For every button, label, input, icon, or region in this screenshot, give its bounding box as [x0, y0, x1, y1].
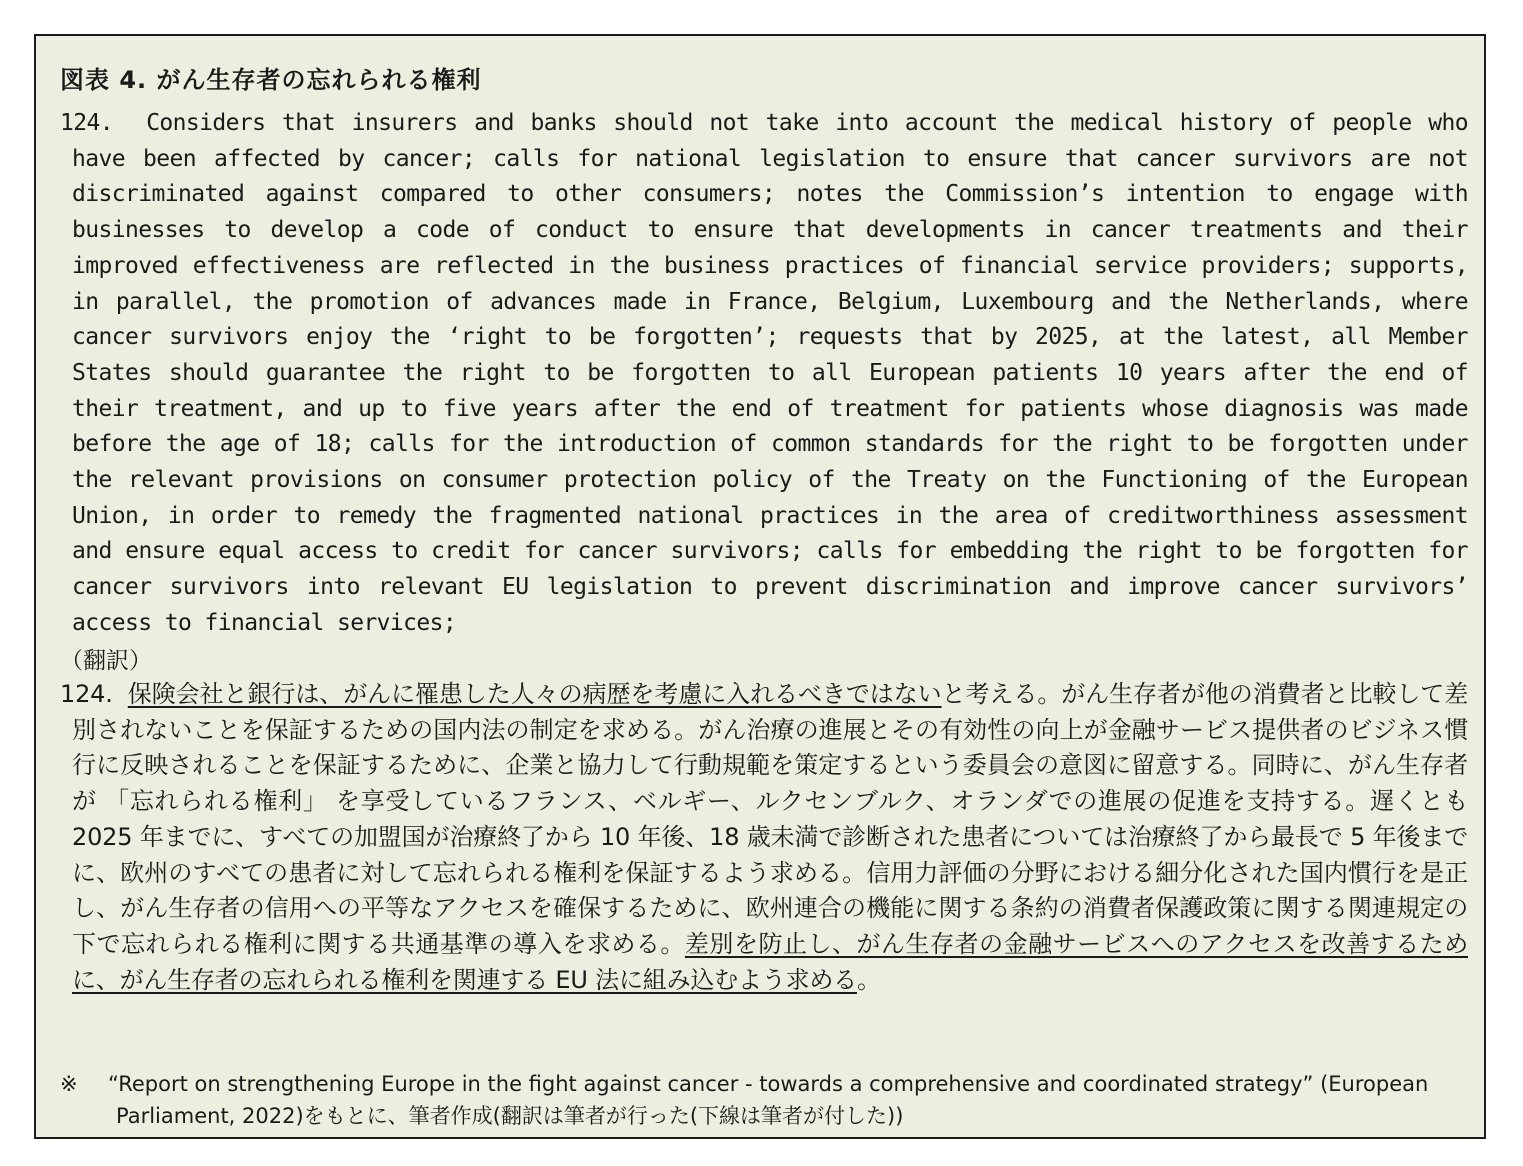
source-citation: “Report on strengthening Europe in the fight against cancer - towards a comprehensive and coordinated strategy” (European — [108, 1072, 1429, 1096]
translation-label: （翻訳） — [60, 648, 152, 674]
reference-mark: ※ — [60, 1072, 78, 1096]
source-note-line-2: Parliament, 2022)をもとに、筆者作成(翻訳は筆者が行った(下線は筆者が付した)) — [116, 1104, 904, 1128]
source-note-line-1 — [60, 1068, 1468, 1100]
source-note — [60, 1068, 1468, 1132]
japanese-paragraph — [60, 677, 1468, 998]
english-text: Considers that insurers and banks should not take into account the medical history of people who have been affected by cancer; calls for national legislation to ensure that cancer survivors are not discriminated against compared to other consumers; notes the Commission’s intention to engage with businesses to develop a code of conduct to ensure that developments in cancer treatments and their improved effectiveness are reflected in the business practices of financial service providers; supports, in parallel, the promotion of advances made in France, Belgium, Luxembourg and the Netherlands, where cancer survivors enjoy the ‘right to be forgotten’; requests that by 2025, at the latest, all Member States should guarantee the right to be forgotten to all European patients 10 years after the end of their treatment, and up to five years after the end of treatment for patients whose diagnosis was made before the age of 18; calls for the introduction of common standards for the right to be forgotten under the relevant provisions on consumer protection policy of the Treaty on the Functioning of the European Union, in order to remedy the fragmented national practices in the area of creditworthiness assessment and ensure equal access to credit for cancer survivors; calls for embedding the right to be forgotten for cancer survivors into relevant EU legislation to prevent discrimination and improve cancer survivors’ access to financial services; — [72, 110, 1469, 636]
underlined-text-2: 差別を防止し、がん生存者の金融サービスへのアクセスを改善するために、がん生存者の忘れられる権利を関連する EU 法に組み込むよう求める — [72, 929, 1468, 994]
japanese-number: 124. — [60, 680, 113, 708]
japanese-end: 。 — [857, 965, 881, 994]
underlined-text-1: 保険会社と銀行は、がんに罹患した人々の病歴を考慮に入れるべきではない — [127, 680, 942, 708]
figure-box — [34, 34, 1486, 1139]
japanese-text: と考える。がん生存者が他の消費者と比較して差別されないことを保証するための国内法の制定を求める。がん治療の進展とその有効性の向上が金融サービス提供者のビジネス慣行に反映されることを保証するために、企業と協力して行動規範を策定するという委員会の意図に留意する。同時に、がん生存者が 「忘れられる権利」 を享受しているフランス、ベルギー、ルクセンブルク、オランダでの進展の促進を支持する。遅くとも 2025 年までに、すべての加盟国が治療終了から 10 年後、18 歳未満で診断された患者については治療終了から最長で 5 年後までに、欧州のすべての患者に対して忘れられる権利を保証するよう求める。信用力評価の分野における細分化された国内慣行を是正し、がん生存者の信用への平等なアクセスを確保するために、欧州連合の機能に関する条約の消費者保護政策に関する関連規定の下で忘れられる権利に関する共通基準の導入を求める。 — [72, 680, 1469, 958]
english-number: 124. — [60, 110, 113, 136]
figure-title: 図表 4. がん生存者の忘れられる権利 — [60, 66, 482, 94]
english-paragraph — [60, 106, 1468, 642]
